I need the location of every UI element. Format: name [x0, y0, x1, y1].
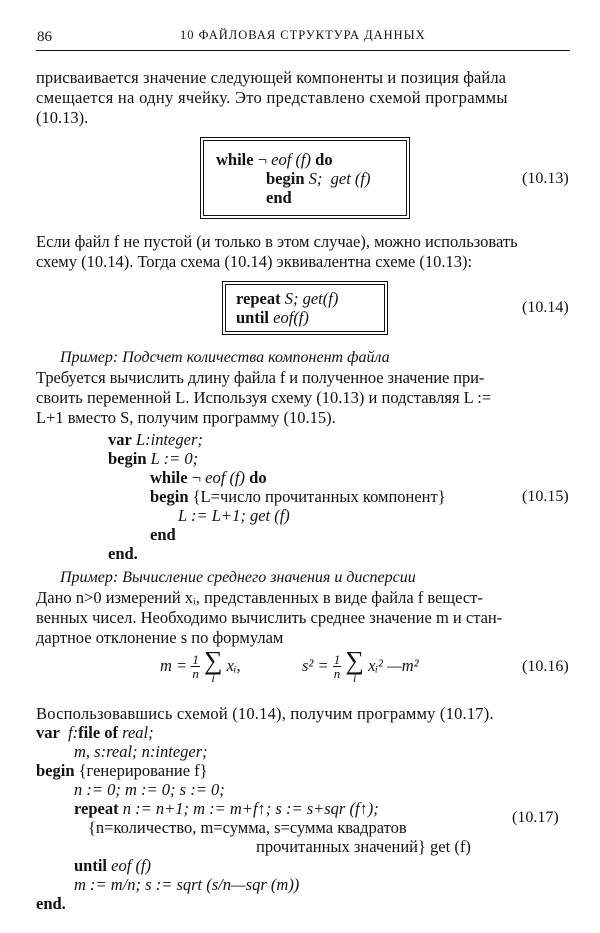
prog1017-line7: прочитанных значений} get (f) [256, 837, 471, 856]
box2-line2 [236, 308, 309, 328]
keyword-end: end [150, 525, 176, 544]
prog1017-line10 [36, 894, 66, 914]
keyword-begin: begin [266, 169, 305, 188]
text-line: Требуется вычислить длину файла f и полученное значение при- [36, 368, 485, 387]
condition: eof (f) [111, 856, 152, 875]
prog1015-line5: L := L+1; get (f) [178, 506, 290, 525]
header-rule [36, 50, 570, 51]
comment: {L=число прочитанных компонент} [192, 487, 446, 506]
text-line: своить переменной L. Используя схему (10.13) и подставляя L := [36, 387, 492, 407]
prog1017-line4: n := 0; m := 0; s := 0; [74, 780, 225, 799]
text-line: L+1 вместо S, получим программу (10.15). [36, 407, 336, 427]
formula-term: xᵢ² —m² [368, 656, 419, 676]
type: real; [122, 723, 154, 742]
fraction-numerator: 1 [333, 651, 341, 667]
comment: {генерирование f} [78, 761, 208, 780]
fraction [191, 653, 200, 680]
example-heading: Пример: Подсчет количества компонент файла [60, 349, 390, 366]
text-line: Если файл f не пустой (и только в этом случае), можно использовать [36, 232, 518, 251]
keyword-begin: begin [36, 761, 75, 780]
keyword-end: end. [108, 544, 138, 563]
keyword-do: do [315, 150, 333, 169]
keyword-until: until [236, 308, 270, 327]
prog1017-line9: m := m/n; s := sqrt (s/n—sqr (m)) [74, 875, 300, 894]
condition: eof (f) [205, 468, 246, 487]
paragraph-intro [36, 68, 571, 127]
paragraph-example2 [36, 588, 571, 647]
keyword-repeat: repeat [236, 289, 281, 308]
equation-number: (10.16) [522, 658, 569, 675]
prog1017-line5 [74, 799, 379, 819]
example-heading: Пример: Вычисление среднего значения и дисперсии [60, 569, 416, 586]
prog1017-line8 [74, 856, 151, 876]
text-line: Воспользовавшись схемой (10.14), получим программу (10.17). [36, 704, 494, 723]
get-call: get (f) [330, 169, 371, 188]
sum-index: i [211, 671, 215, 685]
keyword-while: while [216, 150, 254, 169]
keyword-do: do [249, 468, 267, 487]
equation-number: (10.17) [512, 809, 559, 826]
keyword-file-of: file of [78, 723, 119, 742]
prog1015-line4 [150, 487, 446, 507]
chapter-title: 10 ФАЙЛОВАЯ СТРУКТУРА ДАННЫХ [180, 28, 426, 42]
prog1017-line2: m, s:real; n:integer; [74, 742, 208, 761]
sigma-symbol: ∑ [203, 646, 223, 675]
condition: eof(f) [273, 308, 309, 327]
formula-variance [302, 648, 419, 684]
prog1017-line1 [36, 723, 154, 743]
text-line: присваивается значение следующей компоненты и позиция файла [36, 68, 507, 87]
fraction-denominator: n [333, 665, 341, 681]
text-line: дартное отклонение s по формулам [36, 627, 284, 647]
prog1015-line2 [108, 449, 198, 469]
text-line: (10.13). [36, 107, 89, 127]
keyword-var: var [36, 723, 60, 742]
fraction-denominator: n [192, 665, 199, 681]
keyword-end: end [266, 188, 292, 207]
keyword-end: end. [36, 894, 66, 913]
declaration: L:integer; [135, 430, 203, 449]
equation-number: (10.13) [522, 170, 569, 187]
text-line: венных чисел. Необходимо вычислить среднее значение m и стан- [36, 607, 503, 627]
keyword-repeat: repeat [74, 799, 119, 818]
prog1015-line1 [108, 430, 203, 450]
paragraph-program-intro [36, 704, 571, 724]
formula-mean [160, 648, 241, 684]
not-symbol: ¬ [191, 468, 202, 487]
keyword-while: while [150, 468, 188, 487]
paragraph-equivalence [36, 232, 571, 272]
keyword-var: var [108, 430, 132, 449]
condition: eof (f) [271, 150, 312, 169]
text-line: смещается на одну ячейку. Это представлено схемой программы [36, 87, 508, 107]
fraction [333, 653, 342, 680]
sigma-symbol: ∑ [345, 646, 364, 675]
formula-lhs: m = [160, 656, 188, 676]
formula-term: xᵢ, [226, 656, 241, 676]
box2-line1 [236, 289, 338, 309]
paragraph-example1 [36, 368, 571, 427]
prog1017-line6: {n=количество, m=сумма, s=сумма квадратов [88, 818, 407, 837]
prog1015-line3 [150, 468, 267, 488]
keyword-until: until [74, 856, 108, 875]
text-line: Дано n>0 измерений xᵢ, представленных в виде файла f вещест- [36, 588, 483, 607]
statement-s: S; [284, 289, 299, 308]
not-symbol: ¬ [257, 150, 268, 169]
prog1015-line6 [150, 525, 176, 545]
box1-line1 [216, 150, 333, 170]
page-number: 86 [37, 29, 52, 45]
fraction-numerator: 1 [192, 651, 199, 667]
formula-lhs: s² = [302, 656, 329, 676]
get-call: get(f) [302, 289, 339, 308]
keyword-begin: begin [108, 449, 147, 468]
summation [204, 648, 223, 684]
statement-s: S; [308, 169, 323, 188]
box1-line3 [266, 188, 292, 208]
assignment: L := 0; [150, 449, 199, 468]
variable: f: [68, 723, 79, 742]
box1-line2 [266, 169, 371, 189]
sum-index: i [352, 671, 357, 685]
summation [345, 648, 364, 684]
equation-number: (10.15) [522, 488, 569, 505]
keyword-begin: begin [150, 487, 189, 506]
prog1017-line3 [36, 761, 208, 781]
prog1015-line7 [108, 544, 138, 564]
text-line: схему (10.14). Тогда схема (10.14) эквивалентна схеме (10.13): [36, 251, 473, 271]
equation-number: (10.14) [522, 299, 569, 316]
statement: n := n+1; m := m+f↑; s := s+sqr (f↑); [122, 799, 379, 818]
